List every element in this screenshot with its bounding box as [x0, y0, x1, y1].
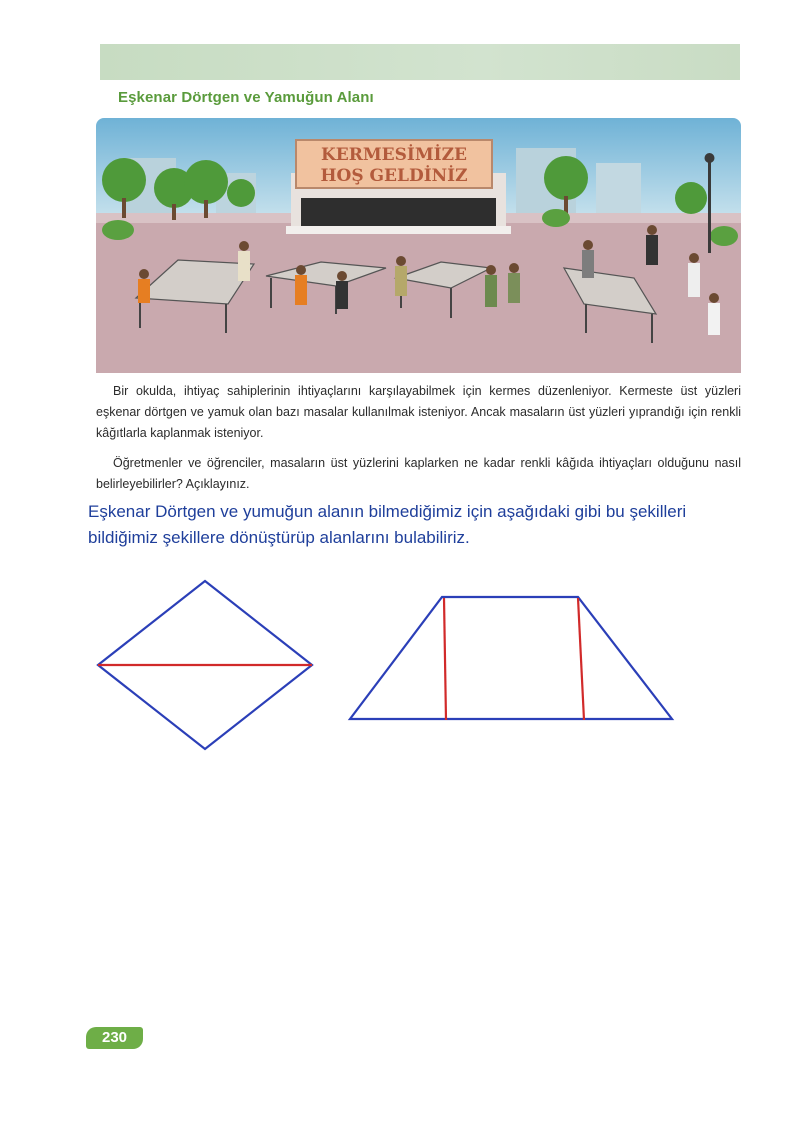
trapezoid-height-left — [444, 598, 446, 720]
handwritten-note: Eşkenar Dörtgen ve yumuğun alanın bilmediğimiz için aşağıdaki gibi bu şekilleri bildiğimiz şekillere dönüştürüp alanlarını bulabiliriz. — [88, 502, 687, 547]
kermes-illustration — [96, 118, 741, 373]
sign-line-2: HOŞ GELDİNİZ — [320, 166, 468, 186]
shapes-diagram — [0, 560, 800, 770]
intro-paragraph: Bir okulda, ihtiyaç sahiplerinin ihtiyaçlarını karşılayabilmek için kermes düzenleniyor. Kermeste üst yüzleri eşkenar dörtgen ve yamuk olan bazı masalar kullanılmak isteniyor. Ancak masaların üst yüzleri yıprandığı için renkli kâğıtlarla kaplanmak isteniyor. — [96, 384, 741, 440]
question-paragraph: Öğretmenler ve öğrenciler, masaların üst yüzlerini kaplarken ne kadar renkli kâğıda ihtiyaçları olduğunu nasıl belirleyebilirler? Açıklayınız. — [96, 456, 741, 491]
page-number: 230 — [86, 1027, 143, 1049]
sign-line-1: KERMESİMİZE — [320, 145, 468, 165]
rhombus-shape — [98, 581, 312, 749]
header-band — [100, 44, 740, 80]
trapezoid-height-right — [578, 598, 584, 720]
section-title: Eşkenar Dörtgen ve Yamuğun Alanı — [118, 89, 374, 106]
trapezoid-shape — [350, 597, 672, 720]
